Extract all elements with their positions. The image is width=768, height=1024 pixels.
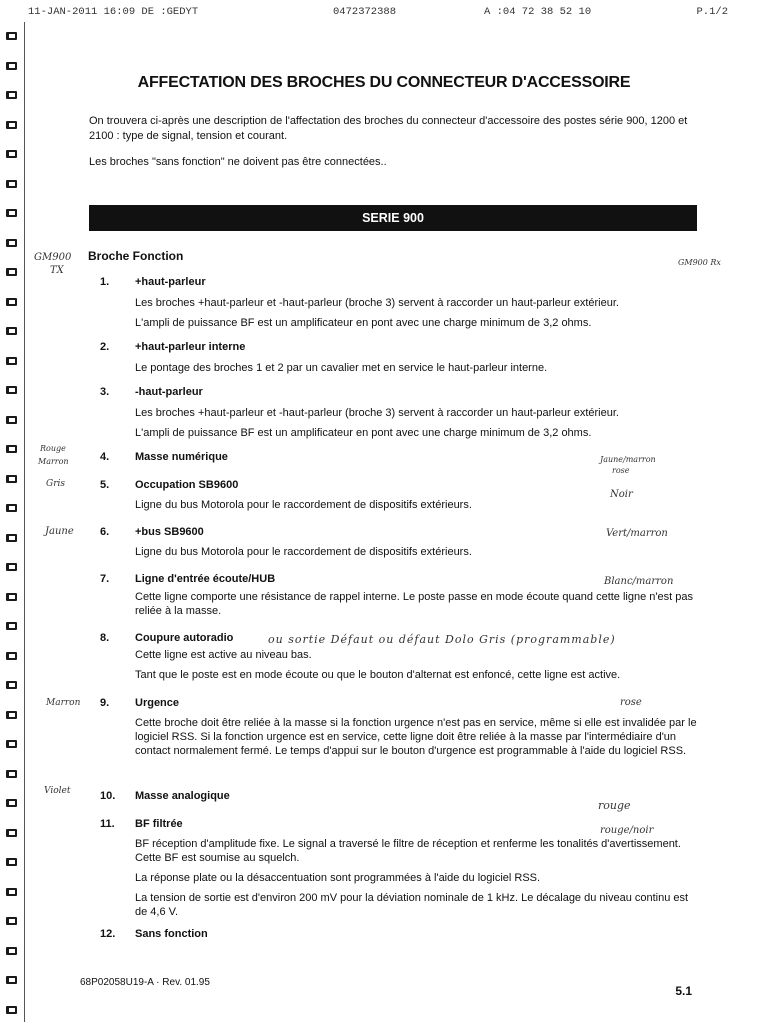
pin-number: 6. [100, 526, 110, 538]
pin-number: 2. [100, 341, 110, 353]
binding-mark [6, 62, 17, 70]
pin-description [135, 716, 697, 764]
pin-description-line: Cette broche doit être reliée à la masse si la fonction urgence n'est pas en service, même si elle est invalidée par le logiciel RSS. Si la fonction urgence est en service, cette ligne doit être reliée à la masse par l'intermédiaire d'un contact normalement fermé. Le temps d'appui sur le bouton d'urgence est programmable à l'aide du logiciel RSS. [135, 717, 697, 757]
pin-number: 12. [100, 928, 116, 940]
pin-description [135, 498, 697, 518]
intro-paragraph-1: On trouvera ci-après une description de l'affectation des broches du connecteur d'accessoire des postes série 900, 1200 et 2100 : type de signal, tension et courant. [89, 115, 688, 142]
binding-mark [6, 976, 17, 984]
binding-mark [6, 740, 17, 748]
binding-mark [6, 593, 17, 601]
pin-number: 10. [100, 790, 116, 802]
pin-name: Masse numérique [135, 451, 228, 463]
pin-name: Coupure autoradio [135, 632, 234, 644]
pin-name: Occupation SB9600 [135, 479, 239, 491]
binding-mark [6, 386, 17, 394]
binding-mark [6, 239, 17, 247]
handwritten-note: rose [612, 466, 630, 475]
handwritten-note: Marron [38, 457, 69, 466]
binding-mark [6, 298, 17, 306]
pin-number: 4. [100, 451, 110, 463]
pin-number: 3. [100, 386, 110, 398]
pin-name: BF filtrée [135, 818, 183, 830]
binding-mark [6, 888, 17, 896]
pin-number: 9. [100, 697, 110, 709]
binding-mark [6, 681, 17, 689]
binding-mark [6, 711, 17, 719]
fax-header [28, 6, 728, 20]
binding-mark [6, 652, 17, 660]
pin-description [135, 296, 697, 336]
pin-number: 11. [100, 818, 115, 830]
binding-mark [6, 121, 17, 129]
pin-description-line: Les broches +haut-parleur et -haut-parleur (broche 3) servent à raccorder un haut-parleur extérieur. [135, 297, 619, 309]
document-reference: 68P02058U19-A · Rev. 01.95 [80, 977, 210, 988]
binding-mark [6, 268, 17, 276]
section-banner: SERIE 900 [89, 205, 697, 231]
pin-description-line: BF réception d'amplitude fixe. Le signal a traversé le filtre de réception et renferme les tonalités d'avertissement. Cette BF est soumise au squelch. [135, 838, 681, 864]
binding-mark [6, 327, 17, 335]
pin-description-line: Cette ligne est active au niveau bas. [135, 649, 312, 661]
handwritten-note: Rouge [40, 444, 66, 453]
binding-mark [6, 829, 17, 837]
pin-description-line: Tant que le poste est en mode écoute ou que le bouton d'alternat est enfoncé, cette ligne est active. [135, 669, 621, 681]
pin-description [135, 590, 697, 624]
pin-description [135, 545, 697, 565]
fax-to-number: A :04 72 38 52 10 [484, 6, 592, 18]
pin-number: 8. [100, 632, 110, 644]
binding-mark [6, 416, 17, 424]
scan-edge-line [24, 22, 25, 1022]
pin-name: Urgence [135, 697, 180, 709]
binding-mark [6, 947, 17, 955]
handwritten-note: TX [50, 265, 64, 276]
binding-mark [6, 180, 17, 188]
binding-mark [6, 563, 17, 571]
handwritten-note: Violet [44, 786, 71, 796]
pin-number: 5. [100, 479, 110, 491]
binding-mark [6, 209, 17, 217]
intro-paragraph-2: Les broches "sans fonction" ne doivent pas être connectées.. [89, 156, 387, 168]
handwritten-note: Noir [610, 489, 633, 500]
pin-description-line: La réponse plate ou la désaccentuation sont programmées à l'aide du logiciel RSS. [135, 872, 541, 884]
handwritten-note: rose [620, 697, 642, 708]
handwritten-note: GM900 [34, 252, 72, 263]
handwritten-note: rouge/noir [600, 825, 654, 836]
binding-mark [6, 1006, 17, 1014]
pin-description-line: Ligne du bus Motorola pour le raccordement de dispositifs extérieurs. [135, 499, 472, 511]
pin-description [135, 837, 697, 925]
binding-mark [6, 917, 17, 925]
handwritten-note: ou sortie Défaut ou défaut Dolo Gris (programmable) [268, 633, 616, 646]
pin-description-line: Ligne du bus Motorola pour le raccordement de dispositifs extérieurs. [135, 546, 472, 558]
pin-description-line: L'ampli de puissance BF est un amplificateur en pont avec une charge minimum de 3,2 ohms. [135, 317, 592, 329]
binding-mark [6, 445, 17, 453]
binding-mark [6, 32, 17, 40]
column-header: Broche Fonction [88, 249, 184, 263]
binding-mark [6, 799, 17, 807]
binding-mark [6, 622, 17, 630]
fax-from-number: 0472372388 [333, 6, 397, 18]
pin-description [135, 406, 697, 446]
pin-name: +bus SB9600 [135, 526, 204, 538]
pin-number: 1. [100, 276, 110, 288]
pin-description [135, 648, 697, 688]
document-title: AFFECTATION DES BROCHES DU CONNECTEUR D'ACCESSOIRE [137, 74, 631, 91]
handwritten-note: rouge [598, 799, 631, 812]
pin-name: Ligne d'entrée écoute/HUB [135, 573, 276, 585]
pin-name: Sans fonction [135, 928, 208, 940]
pin-number: 7. [100, 573, 110, 585]
pin-name: Masse analogique [135, 790, 230, 802]
pin-description-line: L'ampli de puissance BF est un amplificateur en pont avec une charge minimum de 3,2 ohms. [135, 427, 592, 439]
pin-description [135, 361, 697, 381]
handwritten-note: Blanc/marron [604, 576, 674, 587]
handwritten-note: Vert/marron [606, 528, 668, 539]
binding-mark [6, 475, 17, 483]
pin-name: +haut-parleur [135, 276, 206, 288]
binding-mark [6, 770, 17, 778]
handwritten-note: Marron [46, 698, 81, 708]
pin-description-line: Les broches +haut-parleur et -haut-parleur (broche 3) servent à raccorder un haut-parleur extérieur. [135, 407, 619, 419]
binding-mark [6, 504, 17, 512]
fax-datetime: 11-JAN-2011 16:09 DE :GEDYT [28, 6, 199, 18]
handwritten-note: Jaune [45, 526, 74, 537]
pin-description-line: La tension de sortie est d'environ 200 mV pour la déviation nominale de 1 kHz. Le décalage du niveau continu est de 4,6 V. [135, 892, 689, 918]
binding-mark [6, 91, 17, 99]
page-number: 5.1 [675, 984, 692, 998]
handwritten-note: Gris [46, 479, 65, 489]
pin-description-line: Cette ligne comporte une résistance de rappel interne. Le poste passe en mode écoute quand cette ligne n'est pas reliée à la masse. [135, 591, 693, 617]
binding-mark [6, 150, 17, 158]
scan-left-edge [0, 0, 28, 1024]
pin-name: -haut-parleur [135, 386, 203, 398]
binding-mark [6, 858, 17, 866]
pin-description-line: Le pontage des broches 1 et 2 par un cavalier met en service le haut-parleur interne. [135, 362, 548, 374]
handwritten-note: GM900 Rx [678, 258, 721, 267]
fax-page-indicator: P.1/2 [696, 6, 728, 18]
binding-mark [6, 534, 17, 542]
binding-mark [6, 357, 17, 365]
handwritten-note: Jaune/marron [600, 455, 656, 464]
pin-name: +haut-parleur interne [135, 341, 246, 353]
